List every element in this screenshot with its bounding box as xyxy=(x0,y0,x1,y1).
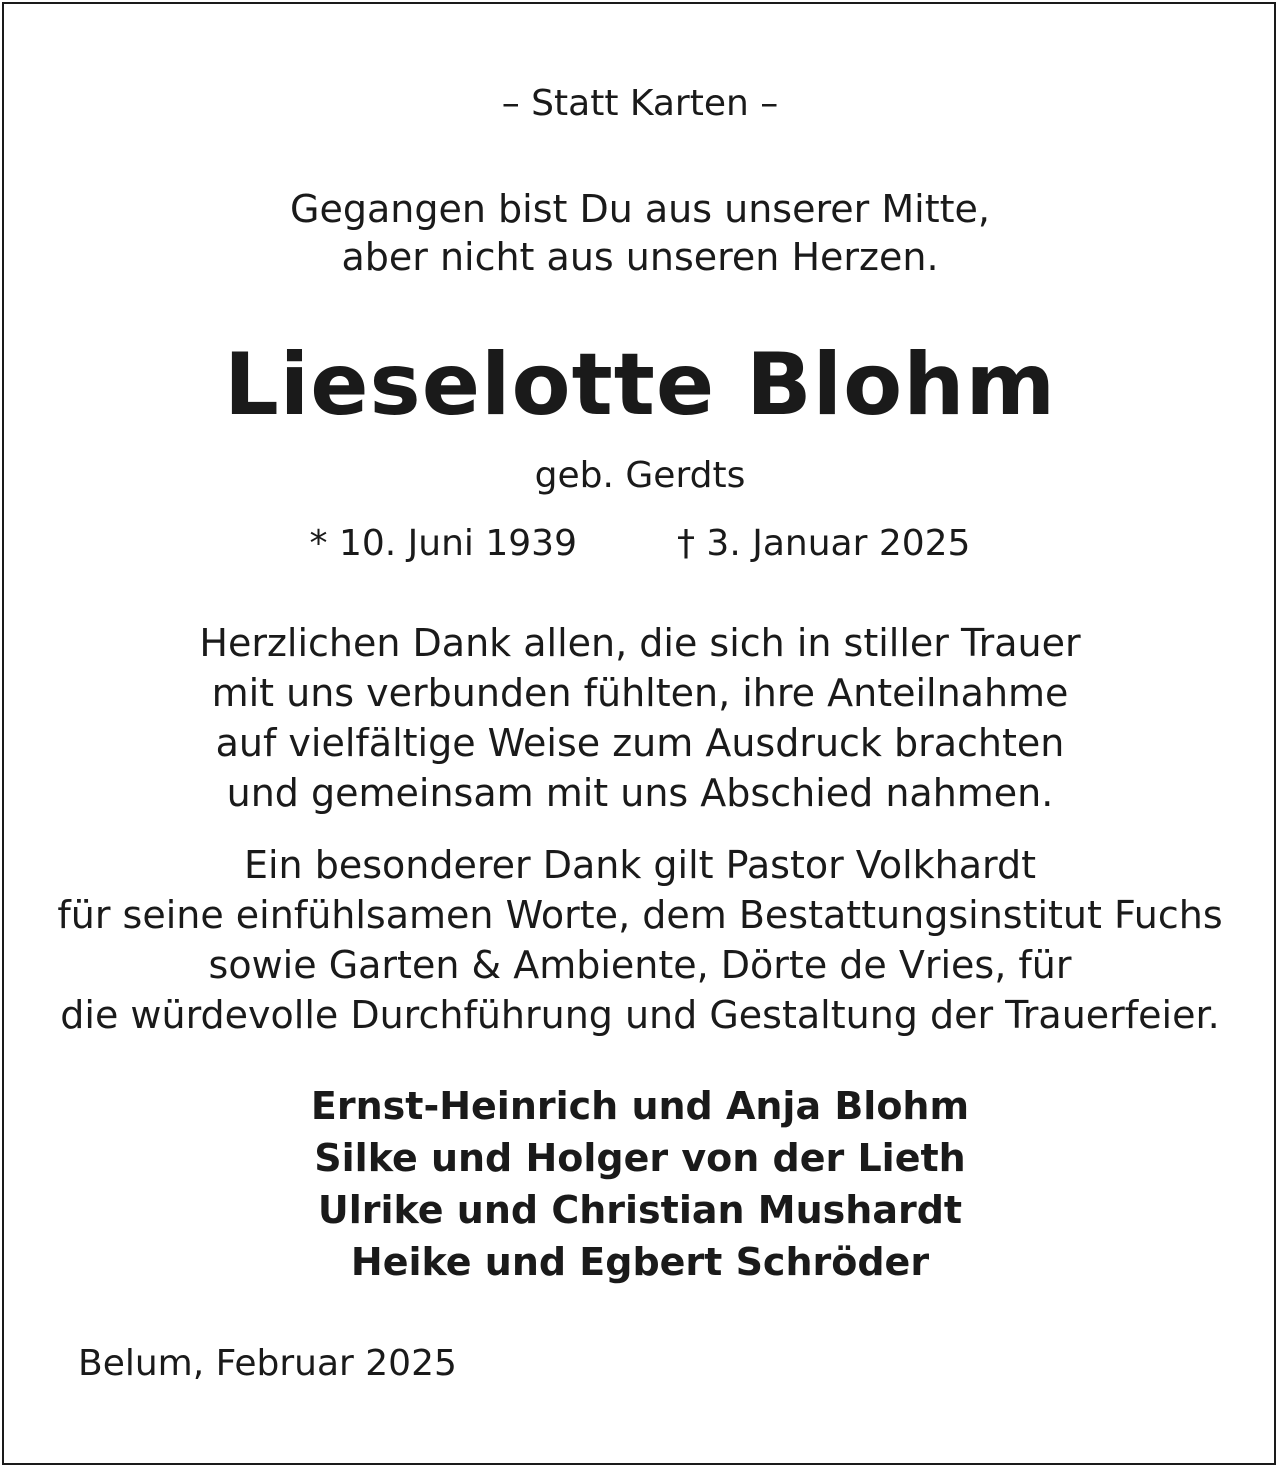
special-thanks-line: sowie Garten & Ambiente, Dörte de Vries, für xyxy=(208,943,1072,987)
birth-date: * 10. Juni 1939 xyxy=(309,523,577,564)
thanks-line: und gemeinsam mit uns Abschied nahmen. xyxy=(226,771,1054,815)
notice-header: – Statt Karten – xyxy=(501,83,779,124)
thanks-line: Herzlichen Dank allen, die sich in stiller Trauer xyxy=(199,621,1081,665)
special-thanks-paragraph xyxy=(0,840,1280,1040)
place-date: Belum, Februar 2025 xyxy=(78,1343,457,1384)
verse-line: aber nicht aus unseren Herzen. xyxy=(341,235,939,279)
family-member: Ernst-Heinrich und Anja Blohm xyxy=(310,1084,970,1128)
death-date: † 3. Januar 2025 xyxy=(676,523,971,564)
thanks-paragraph xyxy=(0,618,1280,818)
family-member: Ulrike und Christian Mushardt xyxy=(317,1188,963,1232)
special-thanks-line: für seine einfühlsamen Worte, dem Bestattungsinstitut Fuchs xyxy=(57,893,1223,937)
deceased-name: Lieselotte Blohm xyxy=(223,335,1057,435)
family-member: Heike und Egbert Schröder xyxy=(350,1240,930,1284)
verse xyxy=(0,185,1280,281)
maiden-name: geb. Gerdts xyxy=(534,455,746,496)
special-thanks-line: Ein besonderer Dank gilt Pastor Volkhardt xyxy=(243,843,1036,887)
thanks-line: auf vielfältige Weise zum Ausdruck brachten xyxy=(215,721,1065,765)
family-signatures xyxy=(0,1080,1280,1288)
thanks-line: mit uns verbunden fühlten, ihre Anteilnahme xyxy=(211,671,1069,715)
family-member: Silke und Holger von der Lieth xyxy=(314,1136,966,1180)
verse-line: Gegangen bist Du aus unserer Mitte, xyxy=(290,187,990,231)
special-thanks-line: die würdevolle Durchführung und Gestaltung der Trauerfeier. xyxy=(60,993,1220,1037)
life-dates xyxy=(0,520,1280,568)
